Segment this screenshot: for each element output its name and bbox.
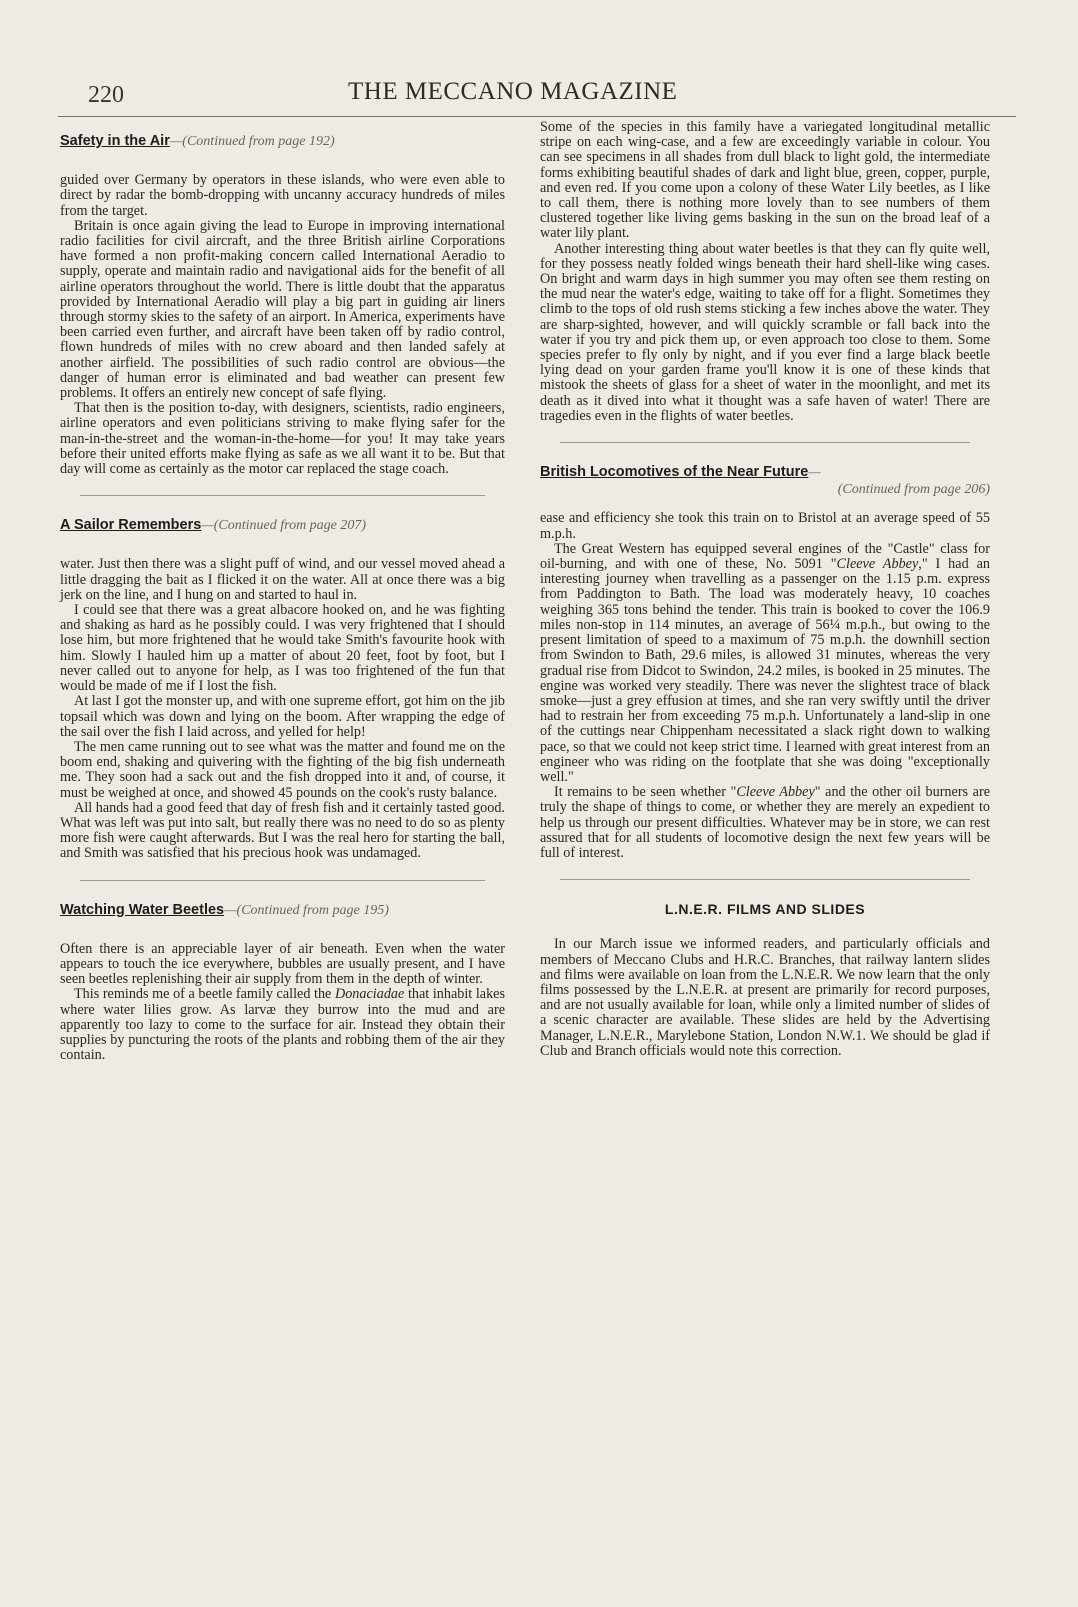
article-heading	[60, 903, 505, 918]
article-lner-films	[540, 902, 990, 1059]
article-heading	[60, 134, 505, 149]
article-beetles-continued	[540, 120, 990, 424]
paragraph: In our March issue we informed readers, and particularly officials and members of Meccano Clubs and H.R.C. Branches, that railway lantern slides and films were available on loan from the L.N.E.R. We now learn that the only films possessed by the L.N.E.R. at present are primarily for record purposes, and are not usually available for loan, while only a limited number of slides of a scenic character are available. These slides are held by the Advertising Manager, L.N.E.R., Marylebone Station, London N.W.1. We should be glad if Club and Branch officials would note this correction.	[540, 936, 990, 1059]
paragraph: Britain is once again giving the lead to Europe in improving international radio facilities for civil aircraft, and the three British airline Corporations have formed a non profit-making concern called International Aeradio to supply, operate and maintain radio and navigational aids for the benefit of all airline operators throughout the world. There is little doubt that the apparatus provided by International Aeradio will play a big part in guiding air liners through stormy skies to the safety of an airport. In America, experiments have been carried even further, and aircraft have been taken off by radio control, flown hundreds of miles with no crew aboard and then landed safely at another airfield. The possibilities of such radio control are obvious—the danger of human error is eliminated and bad weather can present few problems. It offers an entirely new concept of safe flying.	[60, 217, 505, 402]
paragraph	[540, 542, 990, 785]
text-run: The Great Western has equipped several engines of the "Castle" class for oil-burning, and with one of these, No. 5091 "	[540, 540, 990, 573]
page-number: 220	[88, 82, 124, 108]
article-heading	[540, 465, 990, 480]
paragraph: All hands had a good feed that day of fresh fish and it certainly tasted good. What was left was put into salt, but really there was no need to do so as plenty more fish were caught afterwards. But I was the real hero for starting the ball, and Smith was satisfied that his precious hook was undamaged.	[60, 799, 505, 862]
section-divider	[80, 880, 485, 881]
page-header	[0, 78, 1078, 118]
article-title: A Sailor Remembers	[60, 517, 202, 534]
continued-note: —(Continued from page 195)	[224, 902, 389, 918]
text-run: It remains to be seen whether "	[554, 784, 737, 801]
paragraph: Some of the species in this family have a variegated longitudinal metallic stripe on each wing-case, and a few are exceedingly variable in colour. You can see specimens in all shades from dull black to light gold, the intermediate forms exhibiting beautiful shades of dark and light blue, green, copper, purple, and even red. If you come upon a colony of these Water Lily beetles, as I like to call them, there is nothing more lovely than to see numbers of them clustered together like living gems basking in the sun on the broad leaf of a water lily plant.	[540, 119, 990, 242]
italic-term: Donaciadae	[334, 986, 405, 1003]
right-column	[540, 120, 990, 1059]
paragraph: Another interesting thing about water beetles is that they can fly quite well, for they possess neatly folded wings beneath their hard shell-like wing cases. On bright and warm days in high summer you may often see them resting on the mud near the water's edge, waiting to take off for a flight. Sometimes they climb to the tops of old rush stems sticking a few inches above the water. They are sharp-sighted, however, and will quickly scramble or fall back into the water if you try and pick them up, or even approach too close to them. Some species prefer to fly only by night, and if you ever find a large black beetle lying dead on your garden frame you'll know it is one of these kinds that mistook the sheets of glass for a sheet of water in the moonlight, and met its death as it dived into what it thought was a safe haven of water! There are tragedies even in the flights of water beetles.	[540, 240, 990, 424]
article-title: Watching Water Beetles	[60, 901, 225, 918]
paragraph	[60, 987, 505, 1063]
heading-dash: —	[808, 465, 821, 481]
paragraph: Often there is an appreciable layer of air beneath. Even when the water appears to touch the ice everywhere, bubbles are usually present, and I have seen beetles replenishing their air supply from them in the depth of winter.	[60, 940, 505, 988]
text-run: ," I had an interesting journey when travelling as a passenger on the 1.15 p.m. express from Paddington to Bath. The load was moderately heavy, 10 coaches weighing 365 tons behind the tender. This train is booked to cover the 106.9 miles non-stop in 114 minutes, an average of 56¼ m.p.h., but owing to the present limitation of speed to a maximum of 75 m.p.h. the downhill section from Swindon to Bath, 29.6 miles, is allowed 31 minutes, whereas the very gradual rise from Didcot to Swindon, 24.2 miles, is booked in 25 minutes. The engine was worked very steadily. There was never the slightest trace of black smoke—just a grey effusion at times, and she ran very swiftly until the driver had to restrain her from exceeding 75 m.p.h. Unfortunately a land-slip in one of the cuttings near Chippenham necessitated a slack right down to walking pace, so that we could not keep strict time. I learned with great interest from an engineer who was riding on the footplate that she was doing "exceptionally well."	[540, 556, 990, 785]
paragraph: ease and efficiency she took this train on to Bristol at an average speed of 55 m.p.h.	[540, 510, 990, 542]
article-title: British Locomotives of the Near Future	[540, 464, 809, 481]
paragraph	[540, 785, 990, 861]
paragraph: That then is the position to-day, with designers, scientists, radio engineers, airline operators and even politicians striving to make flying safer for the man-in-the-street and the woman-in-the-home—for you! It may take years before their united efforts make flying as safe as we all want it to be. But that day will come as certainly as the motor car replaced the stage coach.	[60, 400, 505, 478]
text-run: that inhabit lakes where water lilies grow. As larvæ they burrow into the mud and are apparently too lazy to come to the surface for air. Instead they obtain their supplies by puncturing the roots of the plants and robbing them of the air they contain.	[60, 986, 505, 1064]
paragraph: water. Just then there was a slight puff of wind, and our vessel moved ahead a little dragging the bait as I flicked it on the water. All at once there was a big jerk on the line, and I hung on and started to haul in.	[60, 556, 505, 603]
article-safety-in-the-air	[60, 134, 505, 477]
continued-note: —(Continued from page 207)	[201, 518, 367, 534]
left-column	[60, 120, 505, 1063]
italic-term: Cleeve Abbey	[736, 784, 815, 801]
section-divider	[560, 879, 970, 880]
text-run: This reminds me of a beetle family called the	[74, 986, 335, 1003]
magazine-title: THE MECCANO MAGAZINE	[348, 78, 678, 105]
continued-note: (Continued from page 206)	[837, 482, 990, 498]
article-title: L.N.E.R. FILMS AND SLIDES	[664, 901, 866, 918]
paragraph: guided over Germany by operators in these islands, who were even able to direct by radar the bomb-dropping with uncanny accuracy hundreds of miles from the target.	[60, 172, 505, 219]
paragraph: The men came running out to see what was the matter and found me on the boom end, shaking and quivering with the fighting of the big fish underneath me. They soon had a sack out and the fish dropped into it and, of course, it must be weighed at once, and showed 45 pounds on the cook's rusty balance.	[60, 738, 505, 801]
article-watching-water-beetles	[60, 903, 505, 1064]
article-a-sailor-remembers	[60, 518, 505, 861]
article-british-locomotives	[540, 465, 990, 861]
article-title: Safety in the Air	[60, 133, 170, 149]
section-divider	[80, 495, 485, 496]
section-divider	[560, 442, 970, 443]
paragraph: I could see that there was a great albacore hooked on, and he was fighting and shaking as hard as he possibly could. I was very frightened that I should lose him, but more frightened that he would take Smith's favourite hook with him. Slowly I hauled him up a matter of about 20 feet, foot by foot, but I never called out to anyone for help, as I was too frightened of the fun that would be made of me if I lost the fish.	[60, 602, 505, 695]
text-run: " and the other oil burners are truly the shape of things to come, or whether they are merely an expedient to help us through our present difficulties. Whatever may be in store, we can rest assured that for all students of locomotive design the next few years will be full of interest.	[540, 784, 990, 861]
continued-note: —(Continued from page 192)	[169, 134, 335, 149]
header-rule	[58, 116, 1016, 117]
italic-term: Cleeve Abbey	[836, 556, 919, 573]
article-heading	[60, 518, 505, 533]
paragraph: At last I got the monster up, and with one supreme effort, got him on the jib topsail which was down and lying on the boom. After wrapping the edge of the sail over the fish I laid across, and yelled for help!	[60, 693, 505, 740]
